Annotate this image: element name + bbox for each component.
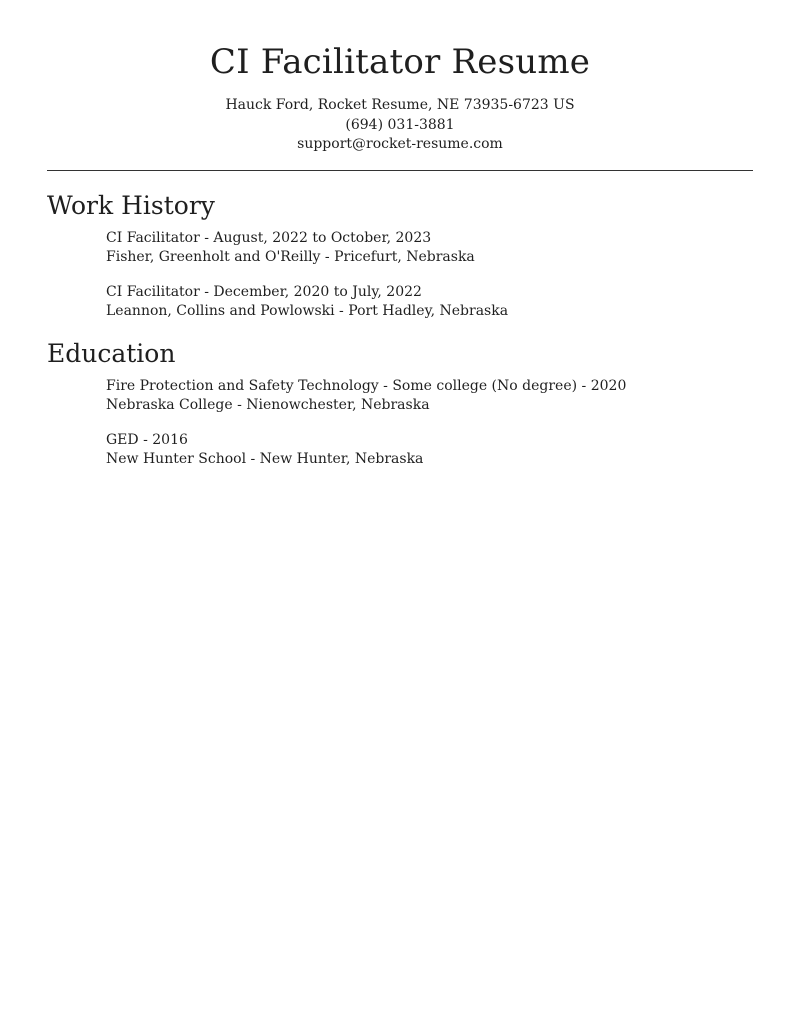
- work-history-item-title: CI Facilitator - December, 2020 to July, 2022: [106, 283, 422, 300]
- education-item: [106, 431, 753, 469]
- work-history-item-employer: Leannon, Collins and Powlowski - Port Hadley, Nebraska: [106, 302, 509, 319]
- education-item-school: Nebraska College - Nienowchester, Nebraska: [106, 396, 430, 413]
- education-item-program: Fire Protection and Safety Technology - Some college (No degree) - 2020: [106, 377, 627, 394]
- work-history-heading: Work History: [47, 190, 215, 220]
- work-history-item: [106, 283, 753, 321]
- work-history-item-title: CI Facilitator - August, 2022 to October, 2023: [106, 229, 432, 246]
- education-list: [47, 377, 753, 469]
- education-heading: Education: [47, 338, 176, 368]
- resume-title: CI Facilitator Resume: [209, 42, 591, 82]
- education-item-school: New Hunter School - New Hunter, Nebraska: [106, 450, 424, 467]
- work-history-item-employer: Fisher, Greenholt and O'Reilly - Pricefurt, Nebraska: [106, 248, 475, 265]
- contact-phone: (694) 031-3881: [345, 116, 455, 133]
- header-divider: [47, 170, 753, 171]
- education-item: [106, 377, 753, 415]
- contact-info: [47, 96, 753, 155]
- resume-header: [47, 0, 753, 155]
- work-history-item: [106, 229, 753, 267]
- work-history-list: [47, 229, 753, 321]
- contact-address: Hauck Ford, Rocket Resume, NE 73935-6723 US: [225, 97, 575, 113]
- education-item-program: GED - 2016: [106, 431, 188, 448]
- contact-email: support@rocket-resume.com: [297, 136, 503, 152]
